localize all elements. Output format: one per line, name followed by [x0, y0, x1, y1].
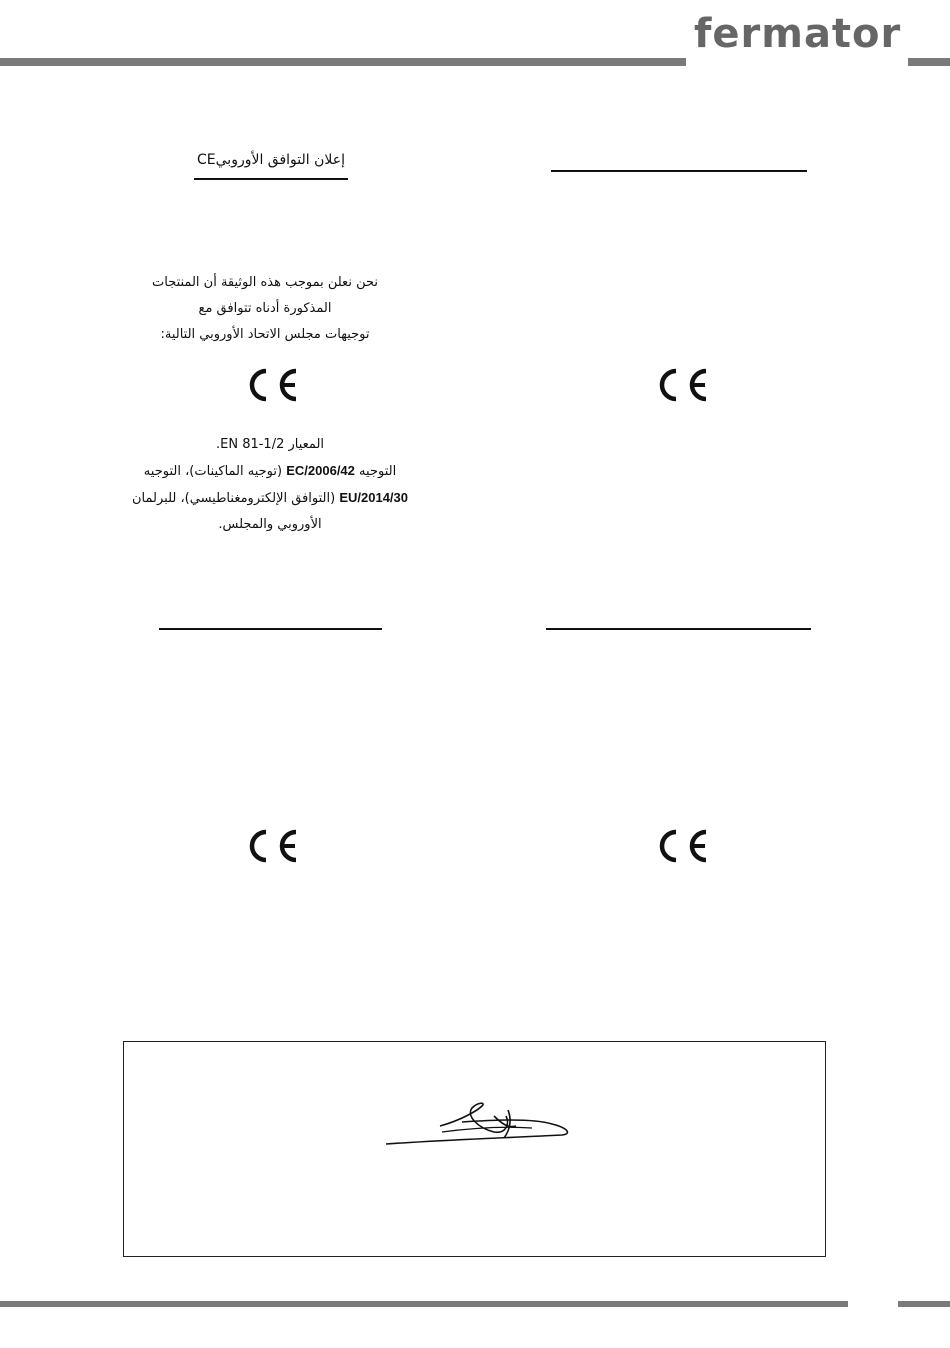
standards-text	[120, 432, 420, 538]
directive-code-machinery: EC/2006/42	[286, 463, 355, 478]
blank-heading-rule-right	[551, 170, 807, 172]
header-bar-left	[0, 58, 686, 66]
standard-line: الأوروبي والمجلس.	[218, 517, 322, 532]
directive-code-emc: 30/EU/2014	[339, 490, 409, 505]
directive-suffix: (التوافق الإلكترومغناطيسي)، للبرلمان	[131, 491, 336, 506]
declaration-heading-underline	[194, 178, 348, 180]
ce-mark-lower-right	[652, 826, 712, 866]
intro-line: توجيهات مجلس الاتحاد الأوروبي التالية:	[160, 327, 370, 342]
directive-prefix: التوجيه	[359, 464, 397, 479]
declaration-heading: إعلان التوافق الأوروبيCE	[197, 152, 345, 168]
directive-emc-line	[120, 485, 420, 512]
blank-rule-middle-right	[546, 628, 811, 630]
intro-line: المذكورة أدناه تتوافق مع	[198, 301, 332, 316]
ce-mark-upper-right	[652, 365, 712, 405]
ce-mark-lower-left	[242, 826, 302, 866]
brand-logo: fermator	[694, 11, 902, 57]
ce-mark-upper-left	[242, 365, 302, 405]
signature-drawing	[382, 1098, 572, 1150]
blank-rule-middle-left	[159, 628, 382, 630]
footer-bar-right	[898, 1301, 950, 1307]
directive-machinery-line	[120, 458, 420, 485]
declaration-intro	[140, 270, 390, 348]
intro-line: نحن نعلن بموجب هذه الوثيقة أن المنتجات	[152, 275, 378, 290]
directive-suffix: (توجيه الماكينات)، التوجيه	[143, 464, 283, 479]
header-bar-right	[908, 58, 950, 66]
standard-line: المعيار EN 81-1/2.	[215, 437, 325, 452]
footer-bar-left	[0, 1301, 848, 1307]
